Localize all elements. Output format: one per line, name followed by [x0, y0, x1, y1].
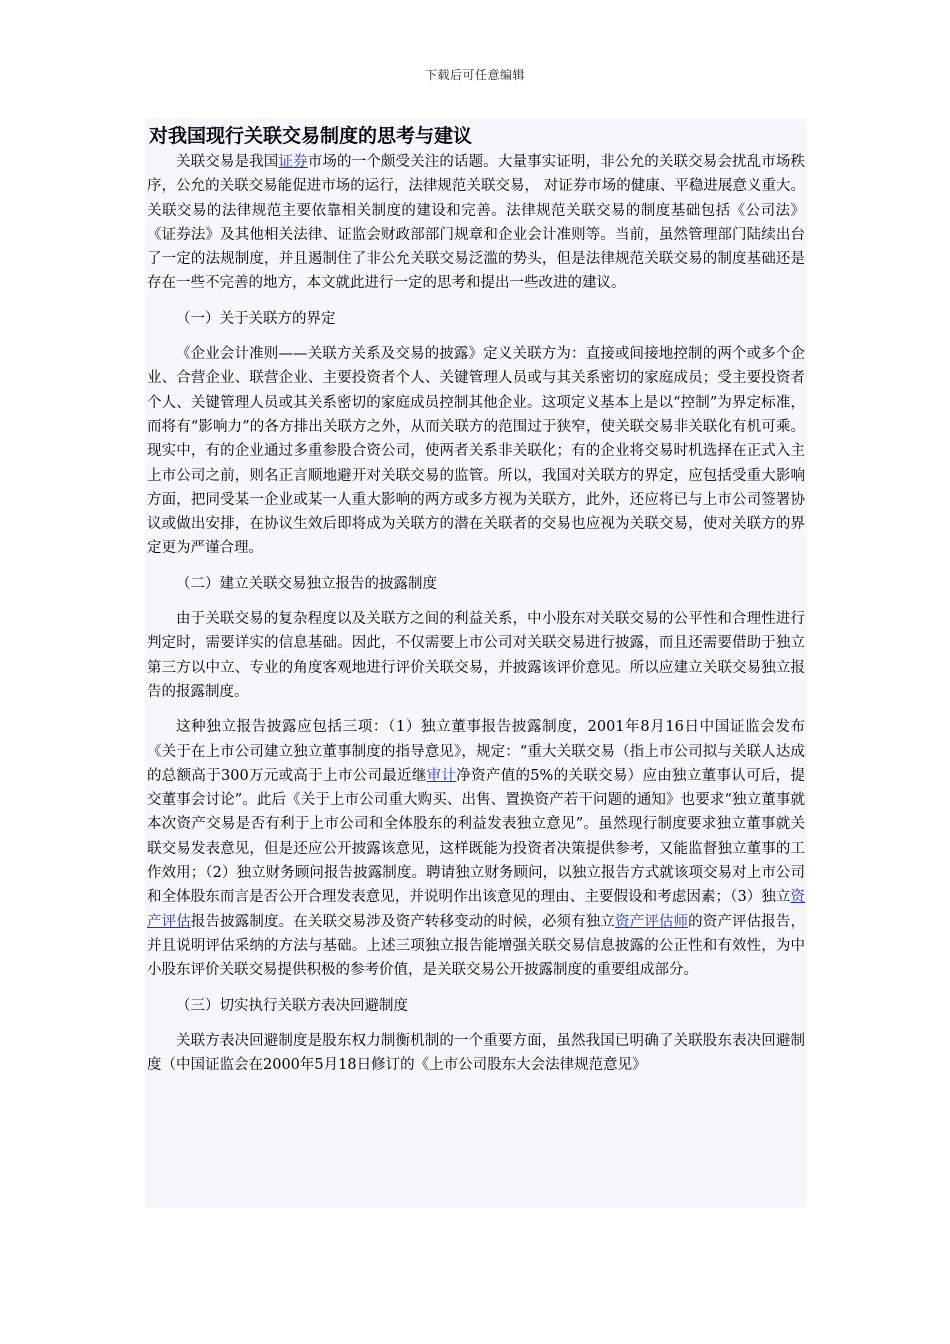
intro-text-1: 关联交易是我国 [176, 154, 279, 170]
link-asset-valuation[interactable]: 资产评估 [147, 889, 805, 930]
link-asset-appraiser[interactable]: 资产评估师 [615, 913, 689, 930]
section2-text-4: 的资产评估报告，并且说明评估采纳的方法与基础。上述三项独立报告能增强关联交易信息披露的公正性和有效性，为中小股东评价关联交易提供积极的参考价值，是关联交易公开披露制度的重要组成部分。 [147, 913, 805, 979]
intro-paragraph [145, 150, 807, 296]
link-securities[interactable]: 证券 [278, 154, 308, 170]
article-body [145, 118, 807, 1208]
section3-heading: （三）切实执行关联方表决回避制度 [176, 997, 408, 1014]
section1-body: 《企业会计准则——关联方关系及交易的披露》定义关联方为：直接或间接地控制的两个或多个企业、合营企业、联营企业、主要投资者个人、关键管理人员或与其关系密切的家庭成员；受主要投资者个人、关键管理人员或其关系密切的家庭成员控制其他企业。这项定义基本上是以“控制”为界定标准，而将有“影响力”的各方排出关联方之外，从而关联方的范围过于狭窄，使关联交易非关联化有机可乘。现实中，有的企业通过多重参股合资公司，使两者关系非关联化；有的企业将交易时机选择在正式入主上市公司之前，则名正言顺地避开对关联交易的监管。所以，我国对关联方的界定，应包括受重大影响方面，把同受某一企业或某一人重大影响的两方或多方视为关联方，此外，还应将已与上市公司签署协议或做出安排，在协议生效后即将成为关联方的潜在关联者的交易也应视为关联交易，使对关联方的界定更为严谨合理。 [147, 346, 805, 557]
header-note: 下载后可任意编辑 [424, 68, 525, 82]
section2-heading: （二）建立关联交易独立报告的披露制度 [176, 575, 437, 592]
section2-text-1: 这种独立报告披露应包括三项：（1）独立董事报告披露制度，2001年8月16日中国证监会发布《关于在上市公司建立独立董事制度的指导意见》，规定：“重大关联交易（指上市公司拟与关联人达成的总额高于300万元或高于上市公司最近继 [147, 719, 805, 784]
intro-text-2: 市场的一个颇受关注的话题。大量事实证明，非公允的关联交易会扰乱市场秩序，公允的关联交易能促进市场的运行，法律规范关联交易， 对证券市场的健康、平稳进展意义重大。关联交易的法律规范主要依靠相关制度的建设和完善。法律规范关联交易的制度基础包括《公司法》《证券法》及其他相关法律、证监会财政部部门规章和企业会计准则等。当前，虽然管理部门陆续出台了一定的法规制度，并且遏制住了非公允关联交易泛滥的势头，但是法律规范关联交易的制度基础还是存在一些不完善的地方，本文就此进行一定的思考和提出一些改进的建议。 [147, 154, 806, 292]
section2-body2 [145, 715, 807, 982]
section2-body1: 由于关联交易的复杂程度以及关联方之间的利益关系，中小股东对关联交易的公平性和合理性进行判定时，需要详实的信息基础。因此，不仅需要上市公司对关联交易进行披露，而且还需要借助于独立第三方以中立、专业的角度客观地进行评价关联交易，并披露该评价意见。所以应建立关联交易独立报告的报露制度。 [147, 611, 805, 700]
link-audit[interactable]: 审计 [426, 767, 457, 784]
section2-text-3: 报告披露制度。在关联交易涉及资产转移变动的时候，必须有独立 [190, 913, 615, 930]
section2-text-2: 净资产值的5%的关联交易）应由独立董事认可后，提交董事会讨论”。此后《关于上市公司重大购买、出售、置换资产若干问题的通知》也要求“独立董事就本次资产交易是否有利于上市公司和全体股东的利益发表独立意见”。虽然现行制度要求独立董事就关联交易发表意见，但是还应公开披露该意见，这样既能为投资者决策提供参考，又能监督独立董事的工作效用；（2）独立财务顾问报告披露制度。聘请独立财务顾问，以独立报告方式就该项交易对上市公司和全体股东而言是否公开合理发表意见，并说明作出该意见的理由、主要假设和考虑因素；（3）独立 [147, 767, 805, 906]
section3-body: 关联方表决回避制度是股东权力制衡机制的一个重要方面，虽然我国已明确了关联股东表决回避制度（中国证监会在2000年5月18日修订的《上市公司股东大会法律规范意见》 [147, 1032, 805, 1074]
article-title: 对我国现行关联交易制度的思考与建议 [149, 125, 473, 147]
section1-heading: （一）关于关联方的界定 [176, 310, 336, 327]
